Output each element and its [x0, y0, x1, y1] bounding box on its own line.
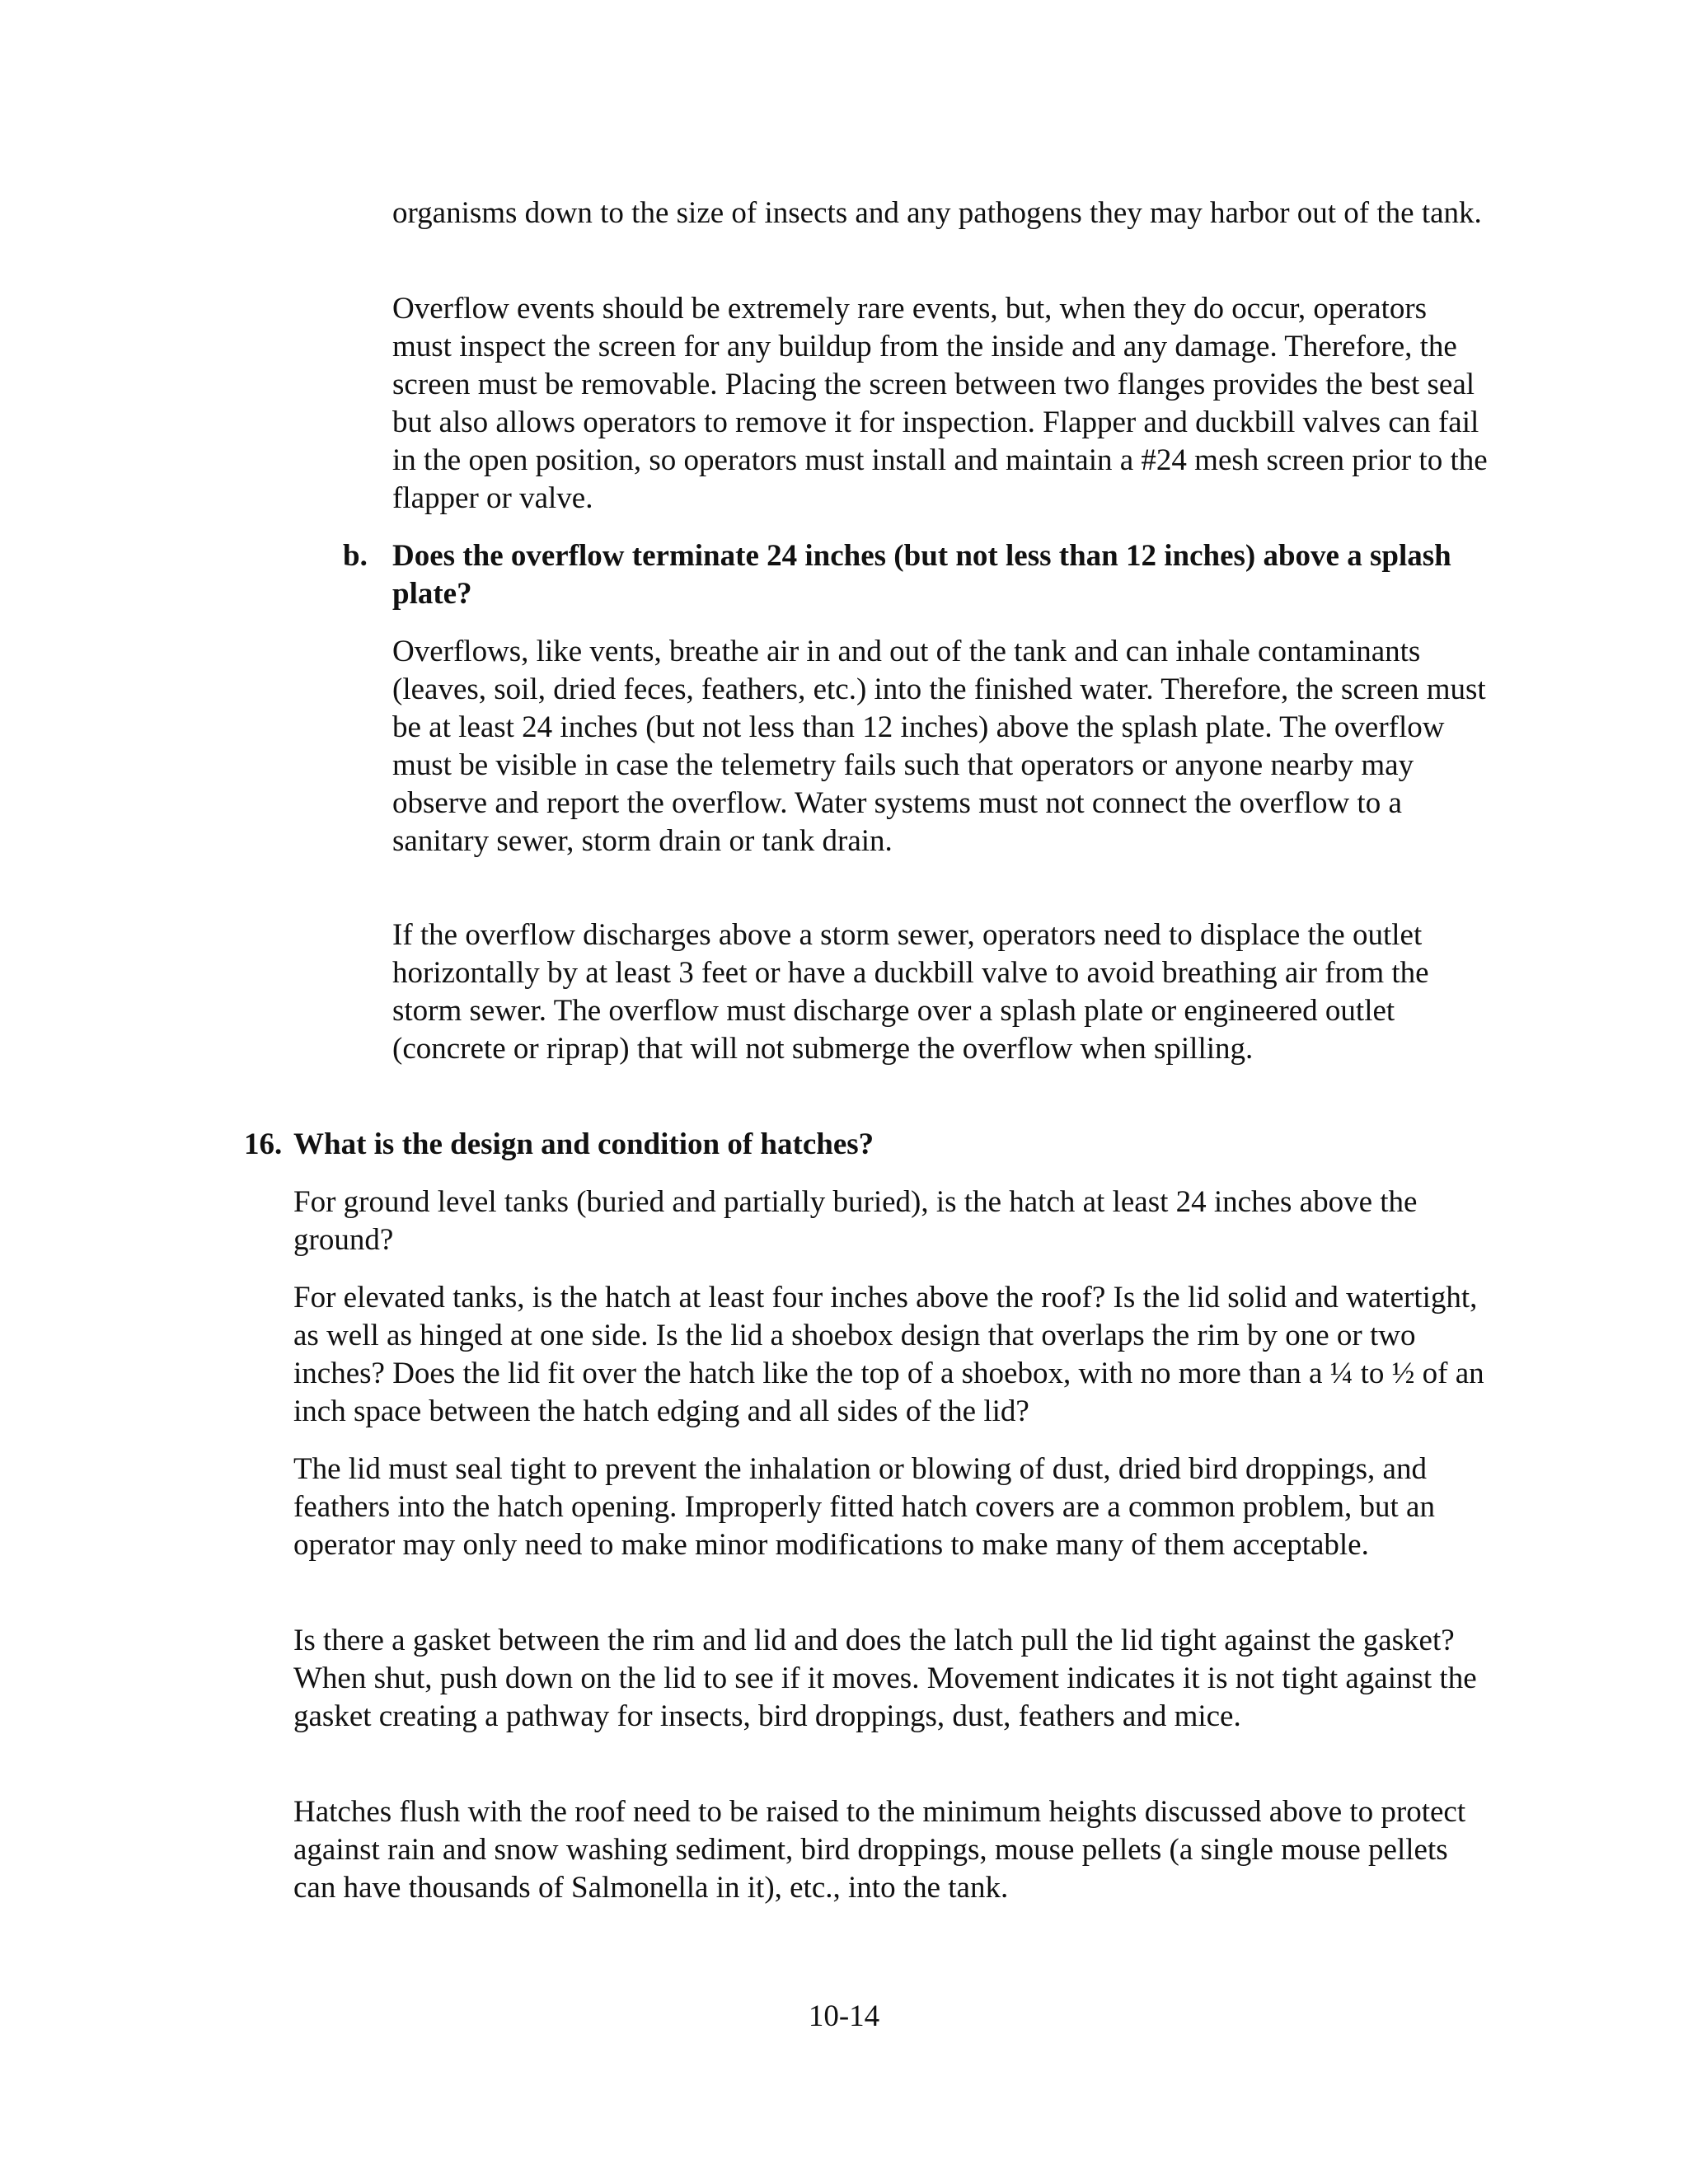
- question-b-marker: b.: [343, 539, 368, 573]
- paragraph-continuation: organisms down to the size of insects and any pathogens they may harbor out of the tank.: [392, 196, 1482, 230]
- paragraph-elevated-tanks: For elevated tanks, is the hatch at least four inches above the roof? Is the lid solid and watertight, as well as hinged at one side. Is the lid a shoebox design that overlaps the rim by one or two inches? Does the lid fit over the hatch like the top of a shoebox, with no more than a ¼ to ½ of an inch space between the hatch edging and all sides of the lid?: [293, 1281, 1484, 1428]
- question-b-text: Does the overflow terminate 24 inches (but not less than 12 inches) above a splash plate?: [392, 539, 1451, 611]
- paragraph-gasket: Is there a gasket between the rim and lid and does the latch pull the lid tight against the gasket? When shut, push down on the lid to see if it moves. Movement indicates it is not tight against the gasket creating a pathway for insects, bird droppings, dust, feathers and mice.: [293, 1624, 1477, 1733]
- paragraph-overflow-events: Overflow events should be extremely rare events, but, when they do occur, operators must inspect the screen for any buildup from the inside and any damage. Therefore, the screen must be removable. Placing the screen between two flanges provides the best seal but also allows operators to remove it for inspection. Flapper and duckbill valves can fail in the open position, so operators must install and maintain a #24 mesh screen prior to the flapper or valve.: [392, 292, 1488, 515]
- paragraph-overflows-breathe: Overflows, like vents, breathe air in and out of the tank and can inhale contaminants (leaves, soil, dried feces, feathers, etc.) into the finished water. Therefore, the screen must be at least 24 inches (but not less than 12 inches) above the splash plate. The overflow must be visible in case the telemetry fails such that operators or anyone nearby may observe and report the overflow. Water systems must not connect the overflow to a sanitary sewer, storm drain or tank drain.: [392, 635, 1486, 858]
- question-16-text: What is the design and condition of hatches?: [293, 1127, 874, 1161]
- question-16-marker: 16.: [244, 1127, 283, 1161]
- paragraph-ground-level: For ground level tanks (buried and partially buried), is the hatch at least 24 inches above the ground?: [293, 1185, 1418, 1257]
- paragraph-lid-seal: The lid must seal tight to prevent the inhalation or blowing of dust, dried bird droppings, and feathers into the hatch opening. Improperly fitted hatch covers are a common problem, but an operator may only need to make minor modifications to make many of them acceptable.: [293, 1452, 1435, 1562]
- page-number: 10-14: [808, 1999, 880, 2033]
- paragraph-flush-hatches: Hatches flush with the roof need to be raised to the minimum heights discussed above to protect against rain and snow washing sediment, bird droppings, mouse pellets (a single mouse pellets can have thousands of Salmonella in it), etc., into the tank.: [293, 1795, 1466, 1905]
- question-16: [244, 1126, 1489, 1164]
- paragraph-storm-sewer: If the overflow discharges above a storm sewer, operators need to displace the outlet horizontally by at least 3 feet or have a duckbill valve to avoid breathing air from the storm sewer. The overflow must discharge over a splash plate or engineered outlet (concrete or riprap) that will not submerge the overflow when spilling.: [392, 918, 1429, 1066]
